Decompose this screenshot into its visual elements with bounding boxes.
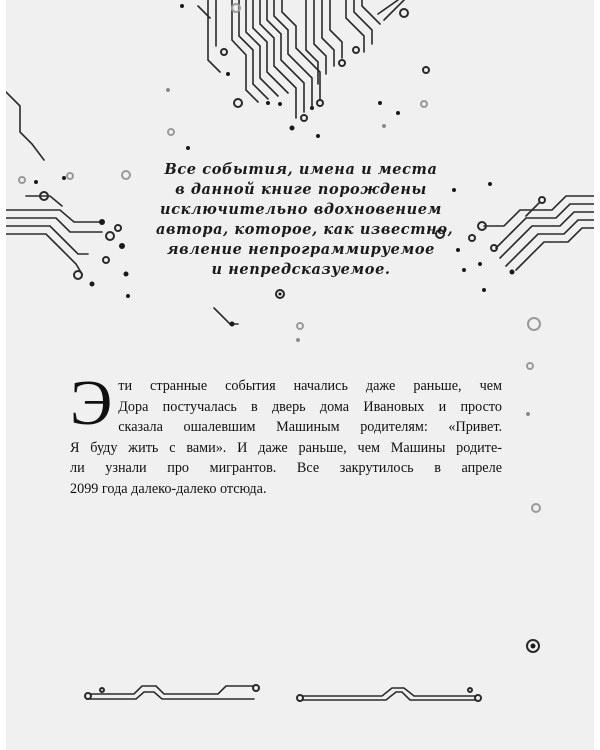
disclaimer-line: Все события, имена и места: [164, 161, 438, 178]
circuit-bottom-icon: [85, 685, 481, 701]
circuit-top-icon: [122, 0, 429, 179]
disclaimer-line: и непредсказуемое.: [211, 261, 391, 278]
story-line: ли узнали про мигрантов. Все закрутилось в апреле: [70, 460, 502, 476]
book-page: [6, 0, 594, 750]
disclaimer-line: исключительно вдохновением: [160, 201, 442, 218]
disclaimer-text: [156, 160, 454, 280]
story-line: Дора постучалась в дверь дома Ивановых и просто: [118, 398, 502, 415]
story-line: ти странные события начались даже раньше, чем: [118, 378, 502, 394]
disclaimer-line: в данной книге порождены: [175, 181, 427, 198]
story-line: сказала ошалевшим Машиным родителям: «Привет.: [118, 419, 502, 435]
story-line: Я буду жить с вами». И даже раньше, чем Машины родите-: [70, 439, 502, 456]
story-line: 2099 года далеко-далеко отсюда.: [70, 480, 267, 497]
circuit-center-icon: [214, 290, 303, 342]
story-paragraph: [70, 367, 502, 499]
disclaimer-line: автора, которое, как известно,: [156, 221, 454, 238]
drop-cap: Э: [70, 367, 113, 438]
circuit-left-icon: [6, 92, 130, 298]
disclaimer-line: явление непрограммируемое: [167, 241, 435, 258]
